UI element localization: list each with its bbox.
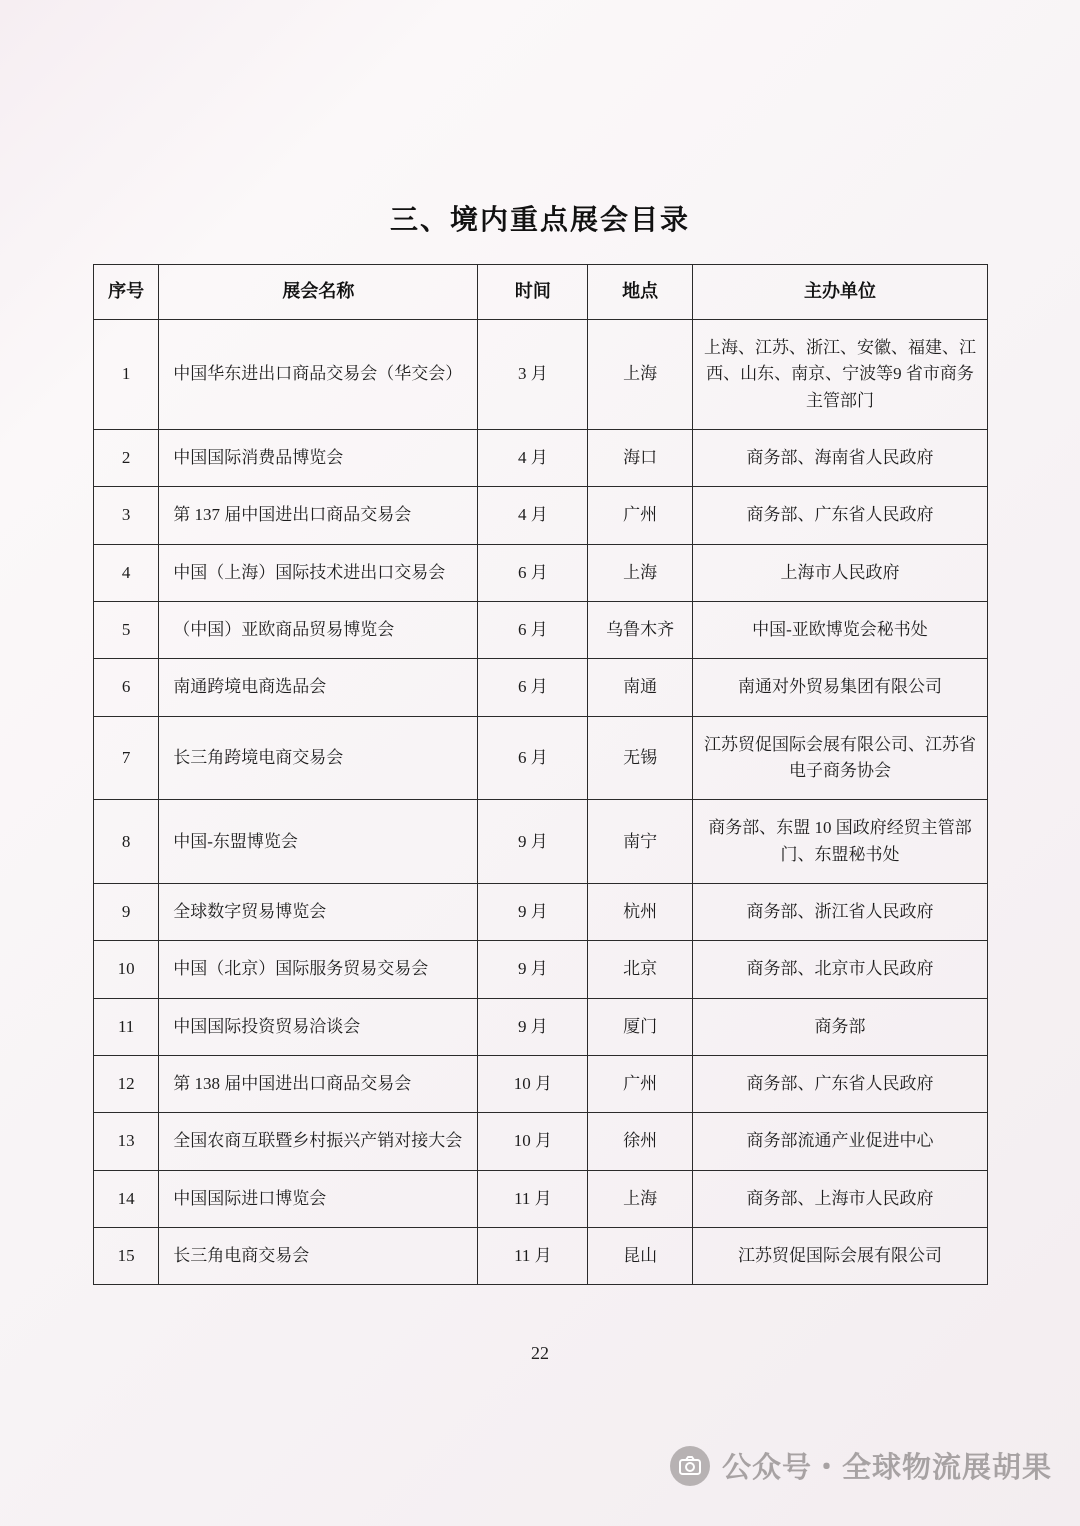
table-cell: 江苏贸促国际会展有限公司、江苏省电子商务协会 [692, 716, 987, 800]
table-cell: 上海、江苏、浙江、安徽、福建、江西、山东、南京、宁波等9 省市商务主管部门 [692, 319, 987, 429]
table-cell: 中国华东进出口商品交易会（华交会） [159, 319, 478, 429]
table-cell: 海口 [588, 429, 693, 486]
table-cell: 全国农商互联暨乡村振兴产销对接大会 [159, 1113, 478, 1170]
table-cell: 11 [94, 998, 159, 1055]
table-cell: 6 [94, 659, 159, 716]
table-cell: 9 [94, 884, 159, 941]
table-cell: 3 [94, 487, 159, 544]
table-cell: 无锡 [588, 716, 693, 800]
column-header: 主办单位 [692, 265, 987, 320]
table-cell: 中国国际消费品博览会 [159, 429, 478, 486]
table-cell: 上海 [588, 1170, 693, 1227]
table-cell: 15 [94, 1228, 159, 1285]
table-cell: 中国国际进口博览会 [159, 1170, 478, 1227]
table-cell: 9 月 [478, 884, 588, 941]
column-header: 时间 [478, 265, 588, 320]
table-row [94, 601, 988, 658]
table-cell: 广州 [588, 487, 693, 544]
table-cell: 商务部、海南省人民政府 [692, 429, 987, 486]
table-cell: 2 [94, 429, 159, 486]
table-cell: 商务部 [692, 998, 987, 1055]
table-body [94, 319, 988, 1285]
table-cell: 11 月 [478, 1170, 588, 1227]
table-cell: 杭州 [588, 884, 693, 941]
table-cell: 中国（北京）国际服务贸易交易会 [159, 941, 478, 998]
table-cell: 上海市人民政府 [692, 544, 987, 601]
table-cell: （中国）亚欧商品贸易博览会 [159, 601, 478, 658]
table-cell: 南宁 [588, 800, 693, 884]
table-cell: 长三角电商交易会 [159, 1228, 478, 1285]
table-cell: 上海 [588, 544, 693, 601]
table-cell: 11 月 [478, 1228, 588, 1285]
table-cell: 5 [94, 601, 159, 658]
table-row [94, 1228, 988, 1285]
table-cell: 全球数字贸易博览会 [159, 884, 478, 941]
table-row [94, 800, 988, 884]
page-number: 22 [531, 1343, 549, 1364]
table-cell: 中国（上海）国际技术进出口交易会 [159, 544, 478, 601]
column-header: 展会名称 [159, 265, 478, 320]
table-cell: 7 [94, 716, 159, 800]
table-cell: 6 月 [478, 659, 588, 716]
table-row [94, 941, 988, 998]
table-cell: 1 [94, 319, 159, 429]
table-cell: 南通 [588, 659, 693, 716]
table-cell: 南通跨境电商选品会 [159, 659, 478, 716]
table-cell: 商务部、浙江省人民政府 [692, 884, 987, 941]
table-cell: 4 月 [478, 487, 588, 544]
table-row [94, 659, 988, 716]
table-cell: 6 月 [478, 716, 588, 800]
camera-icon [670, 1446, 710, 1486]
table-cell: 8 [94, 800, 159, 884]
table-cell: 商务部、北京市人民政府 [692, 941, 987, 998]
table-cell: 10 [94, 941, 159, 998]
table-cell: 中国国际投资贸易洽谈会 [159, 998, 478, 1055]
table-cell: 10 月 [478, 1113, 588, 1170]
table-cell: 厦门 [588, 998, 693, 1055]
table-row [94, 319, 988, 429]
table-cell: 广州 [588, 1056, 693, 1113]
table-cell: 商务部、上海市人民政府 [692, 1170, 987, 1227]
watermark-text: 公众号・全球物流展胡果 [721, 1452, 1052, 1484]
table-row [94, 998, 988, 1055]
table-cell: 6 月 [478, 601, 588, 658]
table-cell: 商务部、广东省人民政府 [692, 487, 987, 544]
table-cell: 北京 [588, 941, 693, 998]
table-cell: 13 [94, 1113, 159, 1170]
table-cell: 昆山 [588, 1228, 693, 1285]
table-cell: 9 月 [478, 800, 588, 884]
table-row [94, 1113, 988, 1170]
table-row [94, 716, 988, 800]
table-cell: 6 月 [478, 544, 588, 601]
table-row [94, 429, 988, 486]
page-title: 三、境内重点展会目录 [389, 204, 690, 235]
table-row [94, 544, 988, 601]
table-cell: 长三角跨境电商交易会 [159, 716, 478, 800]
table-cell: 4 月 [478, 429, 588, 486]
table-cell: 3 月 [478, 319, 588, 429]
table-cell: 徐州 [588, 1113, 693, 1170]
table-cell: 南通对外贸易集团有限公司 [692, 659, 987, 716]
table-cell: 乌鲁木齐 [588, 601, 693, 658]
table-cell: 中国-东盟博览会 [159, 800, 478, 884]
exhibition-table [93, 264, 988, 1285]
table-cell: 第 138 届中国进出口商品交易会 [159, 1056, 478, 1113]
table-cell: 9 月 [478, 941, 588, 998]
column-header: 序号 [94, 265, 159, 320]
table-cell: 商务部、东盟 10 国政府经贸主管部门、东盟秘书处 [692, 800, 987, 884]
column-header: 地点 [588, 265, 693, 320]
table-cell: 上海 [588, 319, 693, 429]
table-cell: 江苏贸促国际会展有限公司 [692, 1228, 987, 1285]
table-cell: 14 [94, 1170, 159, 1227]
table-row [94, 884, 988, 941]
table-cell: 中国-亚欧博览会秘书处 [692, 601, 987, 658]
table-row [94, 1056, 988, 1113]
table-cell: 商务部、广东省人民政府 [692, 1056, 987, 1113]
table-cell: 9 月 [478, 998, 588, 1055]
table-row [94, 1170, 988, 1227]
watermark [670, 1445, 1052, 1486]
table-cell: 12 [94, 1056, 159, 1113]
table-header-row [94, 265, 988, 320]
table-cell: 商务部流通产业促进中心 [692, 1113, 987, 1170]
table-row [94, 487, 988, 544]
table-cell: 4 [94, 544, 159, 601]
table-cell: 10 月 [478, 1056, 588, 1113]
table-cell: 第 137 届中国进出口商品交易会 [159, 487, 478, 544]
